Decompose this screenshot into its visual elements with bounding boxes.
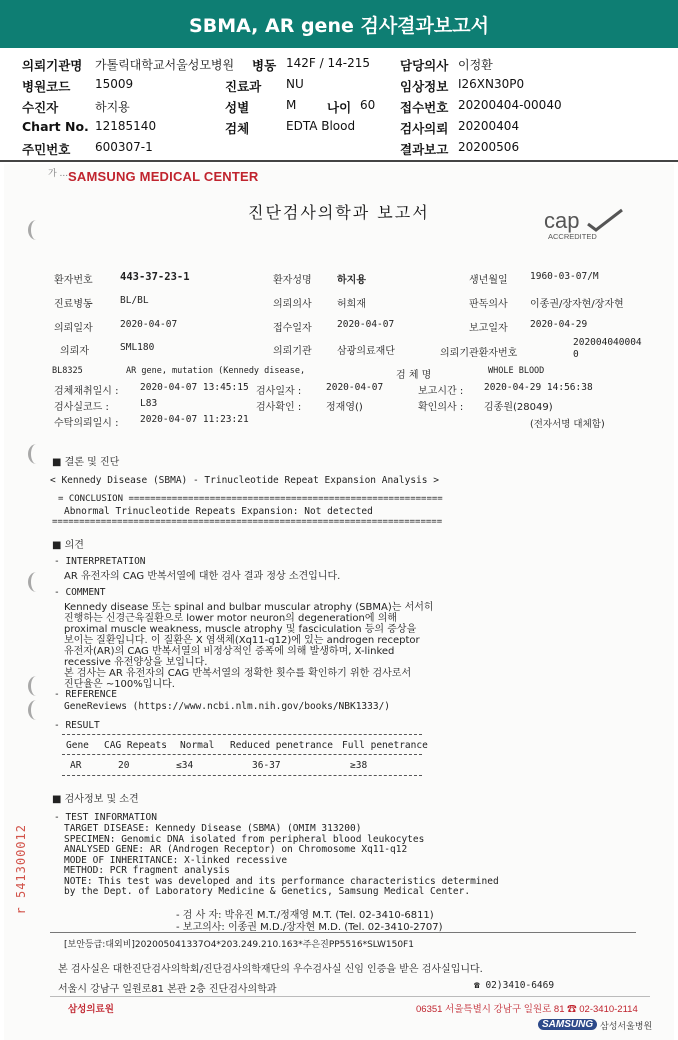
label-rcv-date: 접수일자 — [273, 323, 312, 334]
scan-report-title: 진단검사의학과 보고서 — [248, 203, 430, 222]
value-receipt-no: 20200404-00040 — [458, 98, 562, 112]
table-top-rule — [62, 734, 422, 735]
test-info-line: METHOD: PCR fragment analysis — [64, 865, 230, 876]
cap-word: cap — [544, 208, 580, 233]
label-receipt-no: 접수번호 — [400, 100, 449, 115]
top-faint-text: 가 ... — [48, 169, 69, 179]
label-report-date: 결과보고 — [400, 142, 449, 157]
comment-line: 본 검사는 AR 유전자의 CAG 반복서열의 정확한 횟수를 확인하기 위한 검사로서 — [64, 668, 412, 679]
signature-doctor: - 보고의사: 이종권 M.D./장자현 M.D. (Tel. 02-3410-2707) — [176, 922, 443, 933]
punch-hole — [28, 572, 45, 592]
exam-name: AR gene, mutation (Kennedy disease, — [126, 366, 306, 376]
reference-label: - REFERENCE — [54, 689, 117, 700]
footer-rule — [50, 932, 636, 933]
value-read-doctor: 이종권/장자현/장자현 — [530, 299, 624, 310]
label-dob: 생년월일 — [469, 275, 508, 286]
test-info-line: MODE OF INHERITANCE: X-linked recessive — [64, 854, 288, 866]
label-reg-no: 환자번호 — [54, 275, 93, 286]
lab-phone: ☎ 02)3410-6469 — [474, 980, 555, 991]
table-header-normal: Normal — [180, 740, 215, 751]
header-divider — [0, 160, 678, 162]
disease-line: < Kennedy Disease (SBMA) - Trinucleotide Repeat Expansion Analysis > — [50, 475, 439, 486]
security-line: [보안등급:대외비]202005041337O4*203.249.210.163*주은진PP5516*SLW150F1 — [64, 940, 414, 950]
label-hospital-code: 병원코드 — [22, 79, 71, 94]
value-specimen: EDTA Blood — [286, 119, 356, 133]
value-inst-patient-no-2: 0 — [573, 349, 579, 360]
label-req-doctor: 의뢰의사 — [273, 299, 312, 310]
label-specimen: 검체 — [225, 121, 250, 136]
patient-meta-table — [0, 50, 678, 158]
label-inst-patient-no: 의뢰기관환자번호 — [440, 348, 518, 359]
report-title: SBMA, AR gene 검사결과보고서 — [189, 14, 489, 37]
value-hospital-code: 15009 — [95, 77, 134, 91]
value-doctor: 이정환 — [458, 58, 493, 72]
value-chart-no: 12185140 — [95, 119, 157, 133]
value-name: 하지용 — [337, 275, 366, 286]
value-inst-patient-no: 202004040004 — [573, 337, 642, 348]
value-req-doctor: 허희재 — [337, 299, 366, 310]
test-info-label: - TEST INFORMATION — [54, 812, 157, 823]
value-lab-code: L83 — [140, 398, 158, 409]
comment-line: 진행하는 신경근육질환으로 lower motor neuron의 degeneration에 의해 — [64, 613, 398, 624]
comment-line: 유전자(AR)의 CAG 반복서열의 비정상적인 증폭에 의해 발생하며, X-linked — [64, 646, 395, 657]
value-department: NU — [286, 77, 304, 91]
label-report-time: 보고시간 : — [418, 386, 464, 397]
value-confirm: 정재영() — [326, 402, 363, 413]
test-info-line: SPECIMEN: Genomic DNA isolated from peripheral blood leukocytes — [64, 833, 425, 845]
punch-hole — [28, 700, 45, 720]
punch-hole — [28, 444, 45, 464]
value-resident-no: 600307-1 — [95, 140, 153, 154]
comment-line: proximal muscle weakness, muscle atrophy 및 fasciculation 등의 증상을 — [64, 624, 417, 635]
value-institution-scan: 삼광의료재단 — [337, 346, 395, 357]
interpretation-value: AR 유전자의 CAG 반복서열에 대한 검사 결과 정상 소견입니다. — [64, 571, 341, 582]
conclusion-label: = CONCLUSION ========================================================== — [58, 494, 443, 504]
test-info-line: NOTE: This test was developed and its performance characteristics determined — [64, 875, 499, 887]
value-report-time: 2020-04-29 14:56:38 — [484, 382, 593, 393]
value-rep-date: 2020-04-29 — [530, 319, 588, 330]
label-name: 환자성명 — [273, 275, 312, 286]
test-info-line: ANALYSED GENE: AR (Androgen Receptor) on Chromosome Xq11-q12 — [64, 844, 408, 855]
label-confirm-doctor: 확인의사 : — [418, 402, 464, 413]
label-test-date: 검사일자 : — [256, 386, 302, 397]
esign-note: (전자서명 대체함) — [530, 419, 605, 430]
value-patient: 하지용 — [95, 100, 130, 114]
punch-hole — [28, 676, 45, 696]
value-dob: 1960-03-07/M — [530, 271, 599, 282]
label-patient: 수진자 — [22, 100, 59, 115]
label-request-date: 검사의뢰 — [400, 121, 449, 136]
conclusion-end: ======================================================================== — [52, 517, 443, 527]
label-confirm: 검사확인 : — [256, 402, 302, 413]
value-age: 60 — [360, 98, 376, 112]
table-cell-gene: AR — [70, 760, 82, 771]
label-collect-time: 검체채취일시 : — [54, 386, 119, 397]
cap-accredited-logo — [544, 208, 626, 242]
section-opinion-heading: ■ 의견 — [52, 540, 84, 551]
label-sex: 성별 — [225, 100, 250, 115]
comment-label: - COMMENT — [54, 587, 106, 598]
value-report-date: 20200506 — [458, 140, 520, 154]
exam-code: BL8325 — [52, 366, 83, 376]
label-ward: 병동 — [252, 58, 277, 73]
lab-address: 서울시 강남구 일원로81 본관 2층 진단검사의학과 — [58, 984, 277, 995]
label-department: 진료과 — [225, 79, 262, 94]
value-ward: 142F / 14-215 — [286, 56, 370, 70]
conclusion-value: Abnormal Trinucleotide Repeats Expansion: Not detected — [64, 506, 373, 517]
section-info-heading: ■ 검사정보 및 소견 — [52, 794, 139, 805]
value-rcv-date: 2020-04-07 — [337, 319, 395, 330]
vertical-serial-number: r 541300012 — [14, 824, 28, 915]
table-header-cag: CAG Repeats — [104, 740, 167, 751]
table-bottom-rule — [62, 775, 422, 776]
label-specimen-name: 검 체 명 — [396, 370, 432, 381]
label-resident-no: 주민번호 — [22, 142, 71, 157]
label-requester: 의뢰자 — [60, 346, 89, 357]
label-req-date: 의뢰일자 — [54, 323, 93, 334]
interpretation-label: - INTERPRETATION — [54, 556, 146, 567]
report-title-bar — [0, 0, 678, 48]
footer-address: 06351 서울특별시 강남구 일원로 81 ☎ 02-3410-2114 — [416, 1004, 638, 1015]
table-cell-reduced: 36-37 — [252, 760, 281, 771]
table-header-rule — [62, 754, 422, 755]
table-cell-full: ≥38 — [350, 760, 368, 771]
test-info-line: TARGET DISEASE: Kennedy Disease (SBMA) (OMIM 313200) — [64, 823, 362, 834]
samsung-logo: SAMSUNG — [538, 1019, 597, 1030]
bottom-rule — [50, 996, 650, 997]
value-request-date: 20200404 — [458, 119, 520, 133]
label-institution-scan: 의뢰기관 — [273, 346, 312, 357]
samsung-medical-center-logo: SAMSUNG MEDICAL CENTER — [68, 169, 259, 184]
value-ward-scan: BL/BL — [120, 295, 149, 306]
value-req-date: 2020-04-07 — [120, 319, 178, 330]
reference-value: GeneReviews (https://www.ncbi.nlm.nih.gov/books/NBK1333/) — [64, 701, 391, 712]
label-age: 나이 — [327, 100, 352, 115]
value-consign-time: 2020-04-07 11:23:21 — [140, 414, 249, 425]
comment-line: Kennedy disease 또는 spinal and bulbar muscular atrophy (SBMA)는 서서히 — [64, 602, 434, 613]
value-sex: M — [286, 98, 297, 112]
samsung-hospital-logo: 삼성서울병원 — [600, 1022, 653, 1032]
section-result-heading: ■ 결론 및 진단 — [52, 457, 120, 468]
table-cell-cag: 20 — [118, 760, 130, 771]
comment-line: 진단율은 ~100%입니다. — [64, 679, 175, 690]
footer-hospital-name: 삼성의료원 — [68, 1004, 114, 1015]
value-institution: 가톨릭대학교서울성모병원 — [95, 58, 235, 72]
result-label: - RESULT — [54, 720, 100, 731]
value-specimen-name: WHOLE BLOOD — [488, 366, 545, 376]
comment-line: recessive 유전양상을 보입니다. — [64, 657, 208, 668]
value-collect-time: 2020-04-07 13:45:15 — [140, 382, 249, 393]
comment-line: 보이는 질환입니다. 이 질환은 X 염색체(Xq11-q12)에 있는 androgen receptor — [64, 635, 420, 646]
label-rep-date: 보고일자 — [469, 323, 508, 334]
label-chart-no: Chart No. — [22, 119, 89, 134]
label-clinical-info: 임상정보 — [400, 79, 449, 94]
table-header-gene: Gene — [66, 740, 89, 751]
table-header-reduced: Reduced penetrance — [230, 740, 333, 751]
label-institution: 의뢰기관명 — [22, 58, 83, 73]
certification-note: 본 검사실은 대한진단검사의학회/진단검사의학재단의 우수검사실 신임 인증을 받은 검사실입니다. — [58, 964, 483, 975]
label-ward-scan: 진료병동 — [54, 299, 93, 310]
value-confirm-doctor: 김종원(28049) — [484, 402, 553, 413]
value-reg-no: 443-37-23-1 — [120, 271, 190, 283]
test-info-line: by the Dept. of Laboratory Medicine & Genetics, Samsung Medical Center. — [64, 886, 471, 897]
cap-accredited-text: ACCREDITED — [548, 232, 597, 241]
value-test-date: 2020-04-07 — [326, 382, 384, 393]
table-cell-normal: ≤34 — [176, 760, 194, 771]
label-doctor: 담당의사 — [400, 58, 449, 73]
scanned-report — [4, 164, 674, 1040]
table-header-full: Full penetrance — [342, 740, 428, 751]
punch-hole — [28, 220, 45, 240]
label-consign-time: 수탁의뢰일시 : — [54, 418, 119, 429]
label-lab-code: 검사실코드 : — [54, 402, 109, 413]
signature-tester: - 검 사 자: 박유진 M.T./정재영 M.T. (Tel. 02-3410-6811) — [176, 910, 434, 921]
value-requester: SML180 — [120, 342, 155, 353]
label-read-doctor: 판독의사 — [469, 299, 508, 310]
value-clinical-info: I26XN30P0 — [458, 77, 525, 91]
